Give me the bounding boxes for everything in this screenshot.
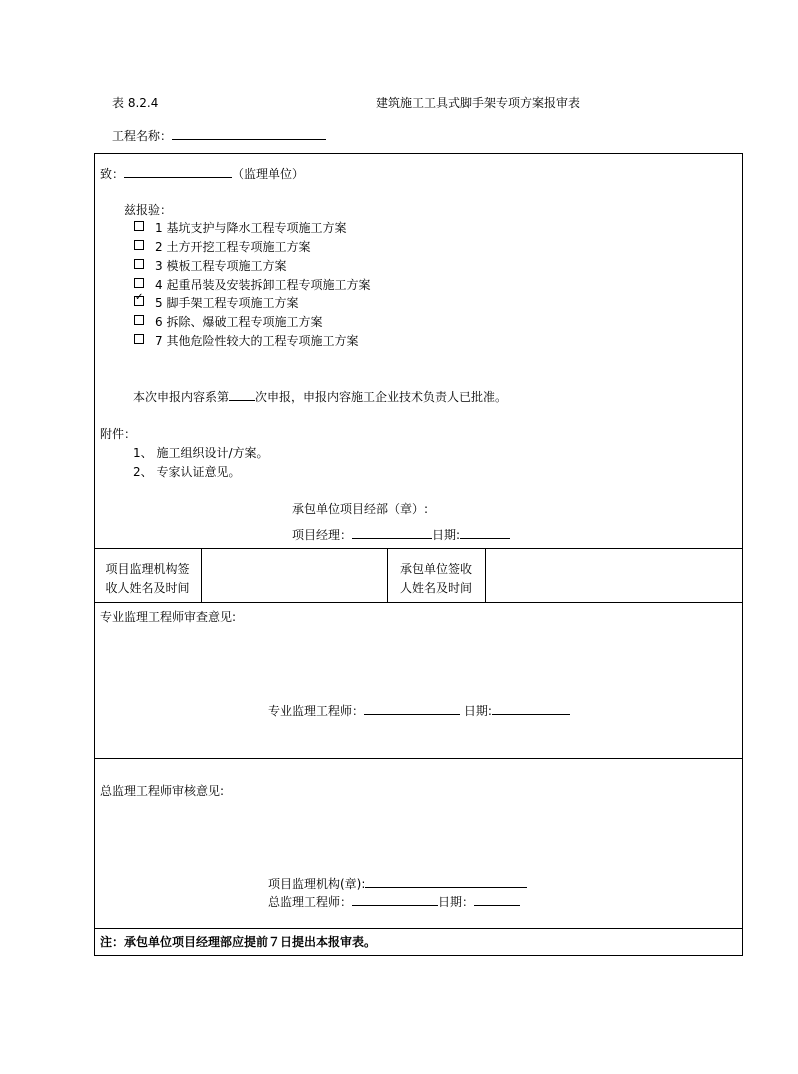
report-item-1: 1 基坑支护与降水工程专项施工方案	[155, 221, 347, 235]
divider-receipt-bottom	[94, 602, 743, 603]
agency-sign-line	[268, 875, 527, 892]
chief-date-label: 日期：	[438, 895, 475, 909]
specialist-sign-line	[268, 702, 570, 719]
divider-chief-bottom	[94, 928, 743, 929]
specialist-engineer-blank[interactable]	[364, 702, 460, 715]
footer-note: 注：承包单位项目经理部应提前７日提出本报审表。	[100, 935, 377, 949]
contractor-receipt-label	[387, 560, 485, 598]
report-item-4: 4 起重吊装及安装拆卸工程专项施工方案	[155, 278, 371, 292]
checkbox-item-7[interactable]	[134, 334, 144, 344]
contractor-dept-label: 承包单位项目经部（章）:	[292, 502, 429, 516]
chief-sign-line	[268, 893, 520, 910]
contractor-receipt-line-1: 承包单位签收	[399, 562, 472, 576]
project-name-blank[interactable]	[172, 127, 326, 140]
chief-date-blank[interactable]	[474, 893, 520, 906]
manager-date-blank[interactable]	[460, 526, 510, 539]
report-item-7: 7 其他危险性较大的工程专项施工方案	[155, 334, 359, 348]
report-item-6: 6 拆除、爆破工程专项施工方案	[155, 315, 323, 329]
agency-blank[interactable]	[365, 875, 527, 888]
chief-label: 总监理工程师：	[268, 895, 353, 909]
supervisor-unit-blank[interactable]	[124, 165, 232, 178]
specialist-date-blank[interactable]	[492, 702, 570, 715]
manager-date-label: 日期:	[432, 528, 461, 542]
specialist-engineer-label: 专业监理工程师：	[268, 704, 365, 718]
checkbox-item-4[interactable]	[134, 278, 144, 288]
contractor-receipt-cell[interactable]	[486, 549, 742, 602]
checkbox-item-6[interactable]	[134, 315, 144, 325]
manager-blank[interactable]	[352, 526, 432, 539]
report-item-5: 5 脚手架工程专项施工方案	[155, 296, 299, 310]
checkbox-item-2[interactable]	[134, 240, 144, 250]
supervisor-unit-label: （监理单位）	[232, 167, 305, 181]
attachment-item-2: 2、 专家认证意见。	[133, 465, 241, 479]
attachment-item-1: 1、 施工组织设计/方案。	[133, 446, 269, 460]
chief-review-label: 总监理工程师审核意见:	[100, 784, 225, 798]
addressee-line	[100, 165, 304, 182]
supervisor-receipt-line-1: 项目监理机构签	[105, 562, 190, 576]
specialist-review-label: 专业监理工程师审查意见:	[100, 610, 237, 624]
chief-blank[interactable]	[352, 893, 438, 906]
declaration-line	[133, 388, 507, 405]
agency-label: 项目监理机构(章):	[268, 877, 366, 891]
checkbox-item-5[interactable]	[134, 296, 144, 306]
report-intro: 兹报验：	[124, 203, 173, 217]
attachments-label: 附件：	[100, 427, 137, 441]
project-name-label: 工程名称：	[112, 129, 173, 143]
contractor-receipt-line-2: 人姓名及时间	[399, 581, 472, 595]
supervisor-receipt-cell[interactable]	[202, 549, 387, 602]
submission-count-blank[interactable]	[229, 388, 255, 401]
divider-specialist-bottom	[94, 758, 743, 759]
specialist-date-label: 日期:	[463, 704, 492, 718]
to-label: 致：	[100, 167, 125, 181]
form-title: 建筑施工工具式脚手架专项方案报审表	[376, 96, 581, 110]
manager-label: 项目经理：	[292, 528, 353, 542]
checkbox-item-3[interactable]	[134, 259, 144, 269]
project-name-field[interactable]	[112, 127, 326, 144]
checkbox-item-1[interactable]	[134, 221, 144, 231]
report-item-3: 3 模板工程专项施工方案	[155, 259, 287, 273]
contractor-manager-line	[292, 526, 510, 543]
table-number: 表 8.2.4	[112, 96, 159, 110]
supervisor-receipt-line-2: 收人姓名及时间	[105, 581, 190, 595]
declaration-prefix: 本次申报内容系第	[133, 390, 230, 404]
supervisor-receipt-label	[94, 560, 201, 598]
declaration-suffix: 次申报，申报内容施工企业技术负责人已批准。	[255, 390, 508, 404]
report-item-2: 2 土方开挖工程专项施工方案	[155, 240, 311, 254]
